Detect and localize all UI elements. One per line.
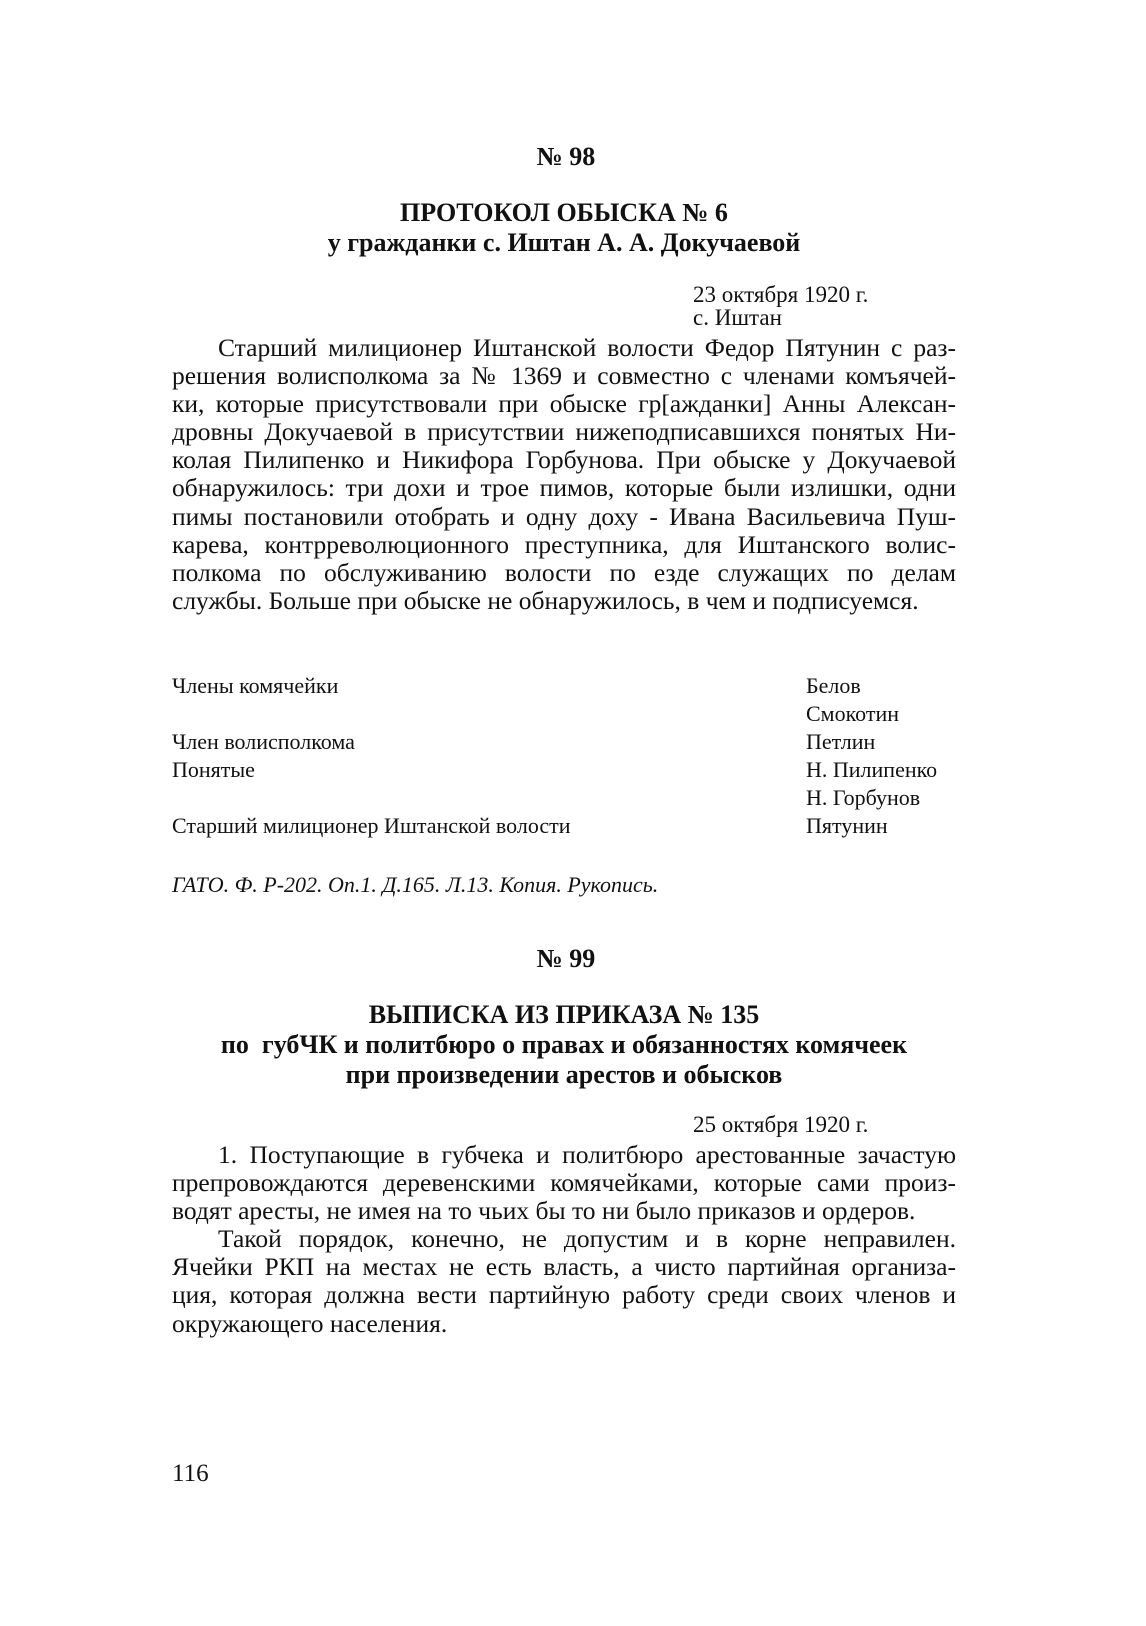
doc-99-number: № 99	[536, 944, 596, 973]
body-line: 1. Поступающие в губчека и политбюро арестованные зачастую	[218, 1140, 956, 1169]
signature-role: Старший милиционер Иштанской волости	[172, 813, 571, 838]
archive-source-reference: ГАТО. Ф. Р-202. Оп.1. Д.165. Л.13. Копия. Рукопись.	[172, 872, 659, 897]
signature-name: Н. Горбунов	[806, 785, 921, 810]
signature-name: Белов	[806, 673, 861, 698]
doc-98-date: 23 октября 1920 г.	[693, 282, 869, 307]
body-line: решения волисполкома за № 1369 и совместно с членами комъячей-	[172, 361, 956, 391]
body-line: водят аресты, не имея на то чьих бы то ни было приказов и ордеров.	[172, 1196, 916, 1226]
doc-99-title-line-3: при произведении арестов и обысков	[345, 1060, 783, 1089]
body-line: Ячейки РКП на местах не есть власть, а чисто партийная организа-	[172, 1252, 956, 1282]
signature-name: Смокотин	[806, 701, 900, 726]
doc-98-title-line-2: у гражданки с. Иштан А. А. Докучаевой	[327, 228, 801, 257]
doc-98-title-line-1: ПРОТОКОЛ ОБЫСКА № 6	[400, 198, 728, 227]
page-number: 116	[172, 1460, 209, 1487]
signature-role: Понятые	[172, 757, 255, 782]
signature-name: Пятунин	[806, 813, 888, 838]
doc-99-title-line-2: по губЧК и политбюро о правах и обязанностях комячеек	[220, 1030, 908, 1059]
body-line: окружающего населения.	[172, 1308, 448, 1338]
doc-99-title-line-1: ВЫПИСКА ИЗ ПРИКАЗА № 135	[368, 1000, 760, 1029]
signature-name: Н. Пилипенко	[806, 757, 938, 782]
body-line: Старший милиционер Иштанской волости Федор Пятунин с раз-	[218, 333, 956, 362]
signature-name: Петлин	[806, 729, 876, 754]
body-line: пимы постановили отобрать и одну доху - Ивана Васильевича Пуш-	[172, 501, 956, 531]
body-line: ки, которые присутствовали при обыске гр[ажданки] Анны Алексан-	[172, 389, 956, 419]
body-line: Такой порядок, конечно, не допустим и в корне неправилен.	[218, 1224, 956, 1254]
doc-99-title	[172, 1000, 956, 1090]
doc-99-body	[172, 1141, 956, 1338]
body-line: карева, контрреволюционного преступника, для Иштанского волис-	[172, 529, 956, 559]
body-line: препровождаются деревенскими комячейками, которые сами произ-	[172, 1168, 956, 1198]
signature-role: Члены комячейки	[172, 673, 339, 698]
doc-98-number: № 98	[536, 142, 596, 171]
doc-98-body	[172, 334, 956, 615]
doc-98-place: с. Иштан	[693, 305, 782, 330]
doc-98-title	[172, 198, 956, 258]
doc-99-date: 25 октября 1920 г.	[693, 1112, 869, 1137]
body-line: дровны Докучаевой в присутствии нижеподписавшихся понятых Ни-	[172, 417, 956, 447]
body-line: ция, которая должна вести партийную работу среди своих членов и	[172, 1280, 956, 1310]
body-line: обнаружилось: три дохи и трое пимов, которые были излишки, одни	[172, 473, 956, 503]
signature-role: Член волисполкома	[172, 729, 355, 754]
body-line: колая Пилипенко и Никифора Горбунова. При обыске у Докучаевой	[172, 445, 956, 475]
body-line: полкома по обслуживанию волости по езде служащих по делам	[172, 557, 956, 587]
body-line: службы. Больше при обыске не обнаружилось, в чем и подписуемся.	[172, 585, 919, 615]
